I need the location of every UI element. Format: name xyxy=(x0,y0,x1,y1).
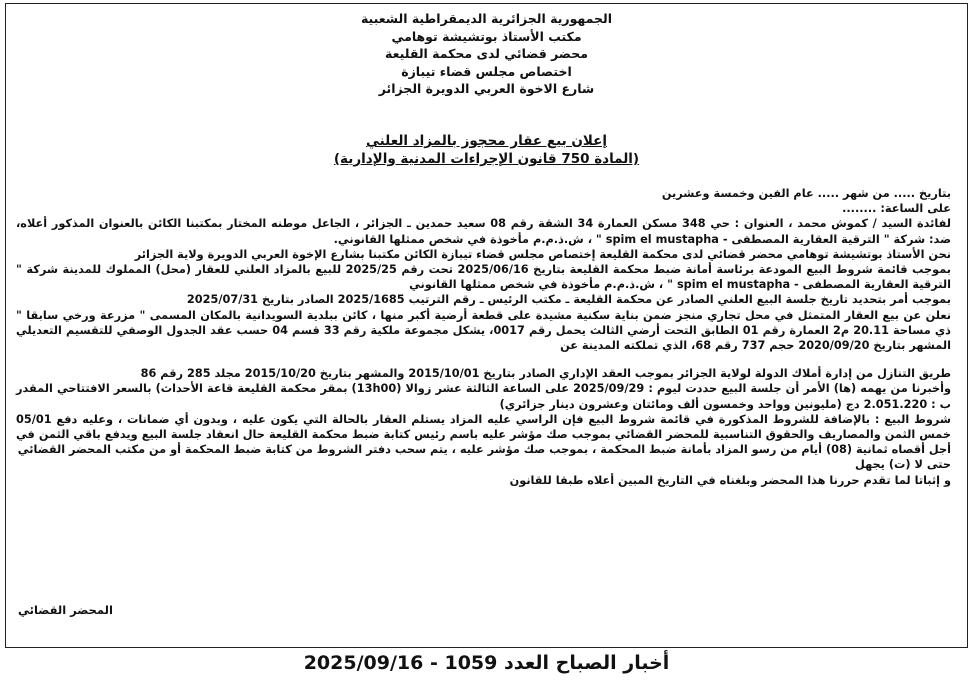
notice-subtitle: (المادة 750 قانون الإجراءات المدنية والإدارية) xyxy=(333,151,640,167)
conditions-list-paragraph: بموجب قائمة شروط البيع المودعة برئاسة أمانة ضبط محكمة القليعة بتاريخ 2025/06/16 تحت رقم 2025/25 للبيع بالمزاد العلني للعقار (محل) المملوك للمدينة شركة " الترقية العقارية المصطفى - spim el mustapha " ، ش.ذ.م.م مأخوذة في شخص ممثلها القانوني xyxy=(16,263,952,292)
ownership-paragraph: طريق التنازل من إدارة أملاك الدولة لولاية الجزائر بموجب العقد الإداري الصادر بتاريخ 2015/10/01 والمشهر بتاريخ 2015/10/20 مجلد 285 رقم 86 xyxy=(140,367,951,381)
beneficiary-paragraph: لفائدة السيد / كموش محمد ، العنوان : حي 348 مسكن العمارة 34 الشقة رقم 08 سعيد حمدين ـ الجزائر ، الجاعل موطنه المختار بمكتبنا الكائن بالعنوان المذكور أعلاه، ضد: شركة " الترقية العقارية المصطفى - spim el mustapha " ، ش.ذ.م.م مأخوذة في شخص ممثلها القانوني. xyxy=(16,217,952,246)
auction-date-paragraph: وأخبرنا من يهمه (ها) الأمر أن جلسة البيع حددت ليوم : 2025/09/29 على الساعة الثالثة عشر زوالا (13h00) بمقر محكمة القليعة قاعة الأحداث) بالسعر الافتتاحي المقدر ب : 2.051.220 دج (مليونين وواحد وخمسون ألف ومائتان وعشرون دينار جزائري) xyxy=(16,382,951,411)
notice-header xyxy=(6,10,967,98)
legal-notice xyxy=(5,3,968,648)
notice-title: إعلان بيع عقار محجوز بالمزاد العلني xyxy=(366,133,607,149)
date-line: بتاريخ ..... من شهر ..... عام الفين وخمسة وعشرين xyxy=(661,187,951,200)
header-line-republic: الجمهورية الجزائرية الديمقراطية الشعبية xyxy=(360,11,613,26)
notice-body xyxy=(16,186,951,488)
sale-conditions-paragraph: شروط البيع : بالإضافة للشروط المذكورة في قائمة شروط البيع فإن الراسي عليه المزاد يستلم العقار بالحالة التي يكون عليه ، وبدون أي ضمانات ، وعليه دفع 05/01 خمس الثمن والمصاريف والحقوق التناسبية للمحضر القضائي بموجب صك مؤشر عليه باسم رئيس كتابة ضبط محكمة القليعة حال انعقاد جلسة البيع ويدفع باقي الثمن في أجل أقصاه ثمانية (08) أيام من رسو المزاد بأمانة ضبط المحكمة ، بموجب صك مؤشر عليه ، يتم سحب دفتر الشروط من كتابة ضبط المحكمة أو من مكتب المحضر القضائي xyxy=(16,412,951,457)
header-line-bailiff: محضر قضائي لدى محكمة القليعة xyxy=(385,46,588,61)
notice-closing-line: حتى لا (ت) يجهل xyxy=(855,458,951,472)
header-line-office: مكتب الأستاذ بوتشيشة توهامي xyxy=(391,28,582,44)
signature-label: المحضر القضائي xyxy=(18,603,113,617)
header-line-jurisdiction: اختصاص مجلس قضاء تيبازة xyxy=(401,63,572,79)
bailiff-paragraph: نحن الأستاذ بوتشيشة توهامي محضر قضائي لدى محكمة القليعة إختصاص مجلس قضاء تيبازة الكائن مكتبنا بشارع الإخوة العربي الدويرة ولاية الجزائر xyxy=(134,247,951,261)
time-line: على الساعة: ........ xyxy=(842,202,951,216)
court-order-paragraph: بموجب أمر بتحديد تاريخ جلسة البيع العلني الصادر عن محكمة القليعة ـ مكتب الرئيس ـ رقم الترتيب 2025/1685 الصادر بتاريخ 2025/07/31 xyxy=(186,293,951,307)
property-description-paragraph: نعلن عن بيع العقار المتمثل في محل تجاري منجز ضمن بناية سكنية مشيدة على قطعة أرضية أكبر منها ، كائن ببلدية السويدانية بالمكان المسمى " مزرعة ورخي سابقا " ذي مساحة 20.11 م2 العمارة رقم 01 الطابق التحت أرضي الثالث يحمل رقم 0017، يشكل مجموعة ملكية رقم 33 قسم 04 حسب عقد الجدول الوصفي للتقسيم التعديلي المشهر بتاريخ 2020/09/20 حجم 737 رقم 68، الذي تملكته المدينة عن xyxy=(16,308,951,353)
attestation-line: و إثباتا لما تقدم حررنا هذا المحضر وبلغناه في التاريخ المبين أعلاه طبقا للقانون xyxy=(509,473,951,487)
header-line-address: شارع الاخوة العربي الدويرة الجزائر xyxy=(378,81,595,96)
newspaper-footer: أخبار الصباح العدد 1059 - 2025/09/16 xyxy=(303,652,670,674)
notice-titles xyxy=(6,132,967,168)
